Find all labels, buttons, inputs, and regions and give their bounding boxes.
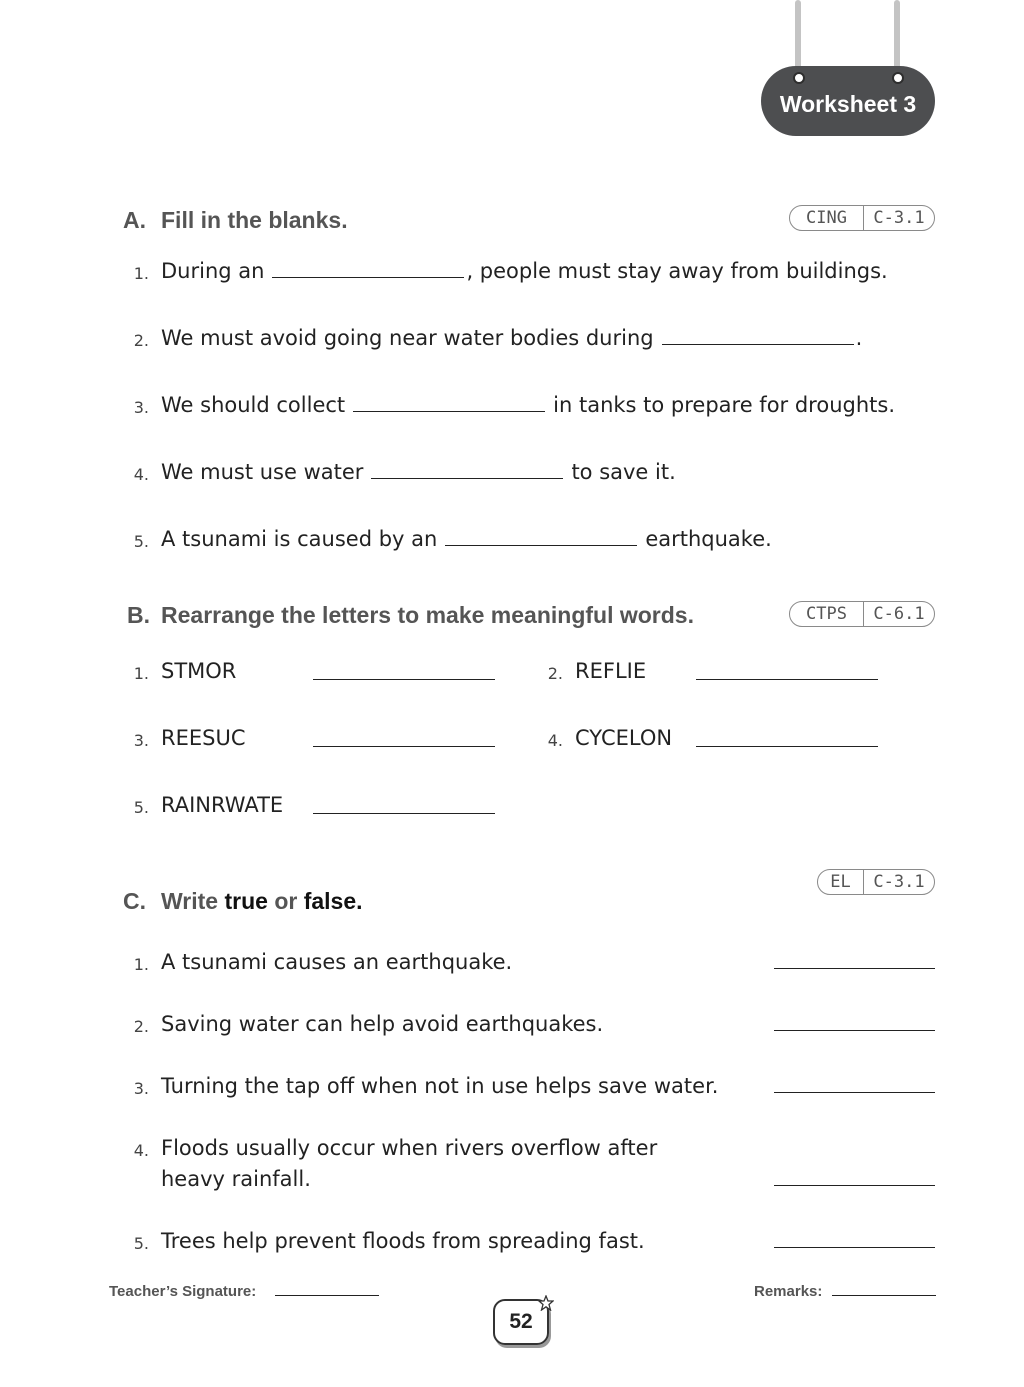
statement-text-continued: heavy rainfall. — [161, 1167, 311, 1191]
answer-line[interactable] — [313, 746, 495, 747]
answer-line[interactable] — [696, 746, 878, 747]
true-false-answer-line[interactable] — [774, 1030, 935, 1031]
question-text-before: We must use water — [161, 460, 364, 484]
true-false-answer-line[interactable] — [774, 968, 935, 969]
question-text-after: to save it. — [571, 460, 676, 484]
true-false-answer-line[interactable] — [774, 1247, 935, 1248]
question-text-after: , people must stay away from buildings. — [466, 259, 888, 283]
tag-hole-right — [892, 72, 904, 84]
question-text-after: in tanks to prepare for droughts. — [553, 393, 895, 417]
section-a-skill-badge — [789, 205, 935, 231]
tag-hole-left — [793, 72, 805, 84]
section-a-letter: A. — [123, 207, 146, 233]
title-false: false — [303, 888, 357, 914]
question-number: 2. — [133, 1017, 149, 1036]
section-c-title — [161, 888, 363, 915]
question-text-before: We should collect — [161, 393, 346, 417]
title-period: . — [356, 888, 363, 914]
teacher-signature-label: Teacher’s Signature: — [109, 1283, 257, 1300]
true-false-answer-line[interactable] — [774, 1092, 935, 1093]
section-c-skill-badge — [817, 869, 935, 895]
question-number: 1. — [133, 264, 149, 283]
answer-blank[interactable] — [662, 326, 854, 345]
answer-blank[interactable] — [445, 527, 637, 546]
title-part: Write — [161, 888, 225, 914]
question-number: 4. — [133, 465, 149, 484]
statement-text: A tsunami causes an earthquake. — [161, 950, 513, 974]
worksheet-title: Worksheet 3 — [779, 91, 917, 117]
section-b-letter: B. — [127, 602, 150, 628]
statement-text: Floods usually occur when rivers overflow after — [161, 1136, 658, 1160]
fill-question-5 — [161, 527, 772, 551]
question-text-after: . — [855, 326, 863, 350]
question-number: 2. — [133, 331, 149, 350]
question-text-before: We must avoid going near water bodies during — [161, 326, 654, 350]
question-number: 4. — [133, 1141, 149, 1160]
section-b-title: Rearrange the letters to make meaningful words. — [161, 602, 694, 628]
jumbled-word: CYCELON — [575, 726, 673, 750]
worksheet-tag — [761, 66, 935, 136]
badge-skill: CTPS — [790, 602, 864, 626]
question-number: 5. — [133, 1234, 149, 1253]
statement-text: Trees help prevent floods from spreading fast. — [161, 1229, 645, 1253]
question-number: 2. — [547, 664, 563, 683]
badge-code: C-3.1 — [873, 208, 925, 228]
badge-skill: EL — [818, 870, 864, 894]
question-number: 5. — [133, 532, 149, 551]
question-text-before: During an — [161, 259, 265, 283]
fill-question-3 — [161, 393, 895, 417]
badge-code: C-6.1 — [873, 604, 925, 624]
question-number: 5. — [133, 798, 149, 817]
remarks-line[interactable] — [832, 1295, 936, 1296]
fill-question-4 — [161, 460, 676, 484]
title-true: true — [224, 888, 268, 914]
jumbled-word: STMOR — [161, 659, 237, 683]
remarks-label: Remarks: — [754, 1283, 823, 1300]
badge-code: C-3.1 — [873, 872, 925, 892]
question-text-before: A tsunami is caused by an — [161, 527, 438, 551]
question-number: 1. — [133, 664, 149, 683]
answer-line[interactable] — [696, 679, 878, 680]
section-c-letter: C. — [123, 888, 146, 914]
question-number: 3. — [133, 731, 149, 750]
tag-hanger-right — [894, 0, 900, 76]
tag-hanger-left — [795, 0, 801, 76]
question-text-after: earthquake. — [645, 527, 772, 551]
question-number: 4. — [547, 731, 563, 750]
answer-blank[interactable] — [353, 393, 545, 412]
answer-blank[interactable] — [272, 259, 464, 278]
star-icon — [538, 1295, 554, 1311]
title-part: or — [267, 888, 304, 914]
section-a-title: Fill in the blanks. — [161, 207, 348, 233]
section-b-skill-badge — [789, 601, 935, 627]
true-false-answer-line[interactable] — [774, 1185, 935, 1186]
jumbled-word: REFLIE — [575, 659, 647, 683]
fill-question-1 — [161, 259, 888, 283]
statement-text: Saving water can help avoid earthquakes. — [161, 1012, 604, 1036]
answer-line[interactable] — [313, 813, 495, 814]
answer-line[interactable] — [313, 679, 495, 680]
teacher-signature-line[interactable] — [275, 1295, 379, 1296]
fill-question-2 — [161, 326, 862, 350]
answer-blank[interactable] — [371, 460, 563, 479]
page-number: 52 — [509, 1310, 533, 1333]
badge-skill: CING — [790, 206, 864, 230]
question-number: 3. — [133, 1079, 149, 1098]
question-number: 1. — [133, 955, 149, 974]
statement-text: Turning the tap off when not in use helps save water. — [161, 1074, 719, 1098]
jumbled-word: REESUC — [161, 726, 246, 750]
jumbled-word: RAINRWATE — [161, 793, 284, 817]
question-number: 3. — [133, 398, 149, 417]
